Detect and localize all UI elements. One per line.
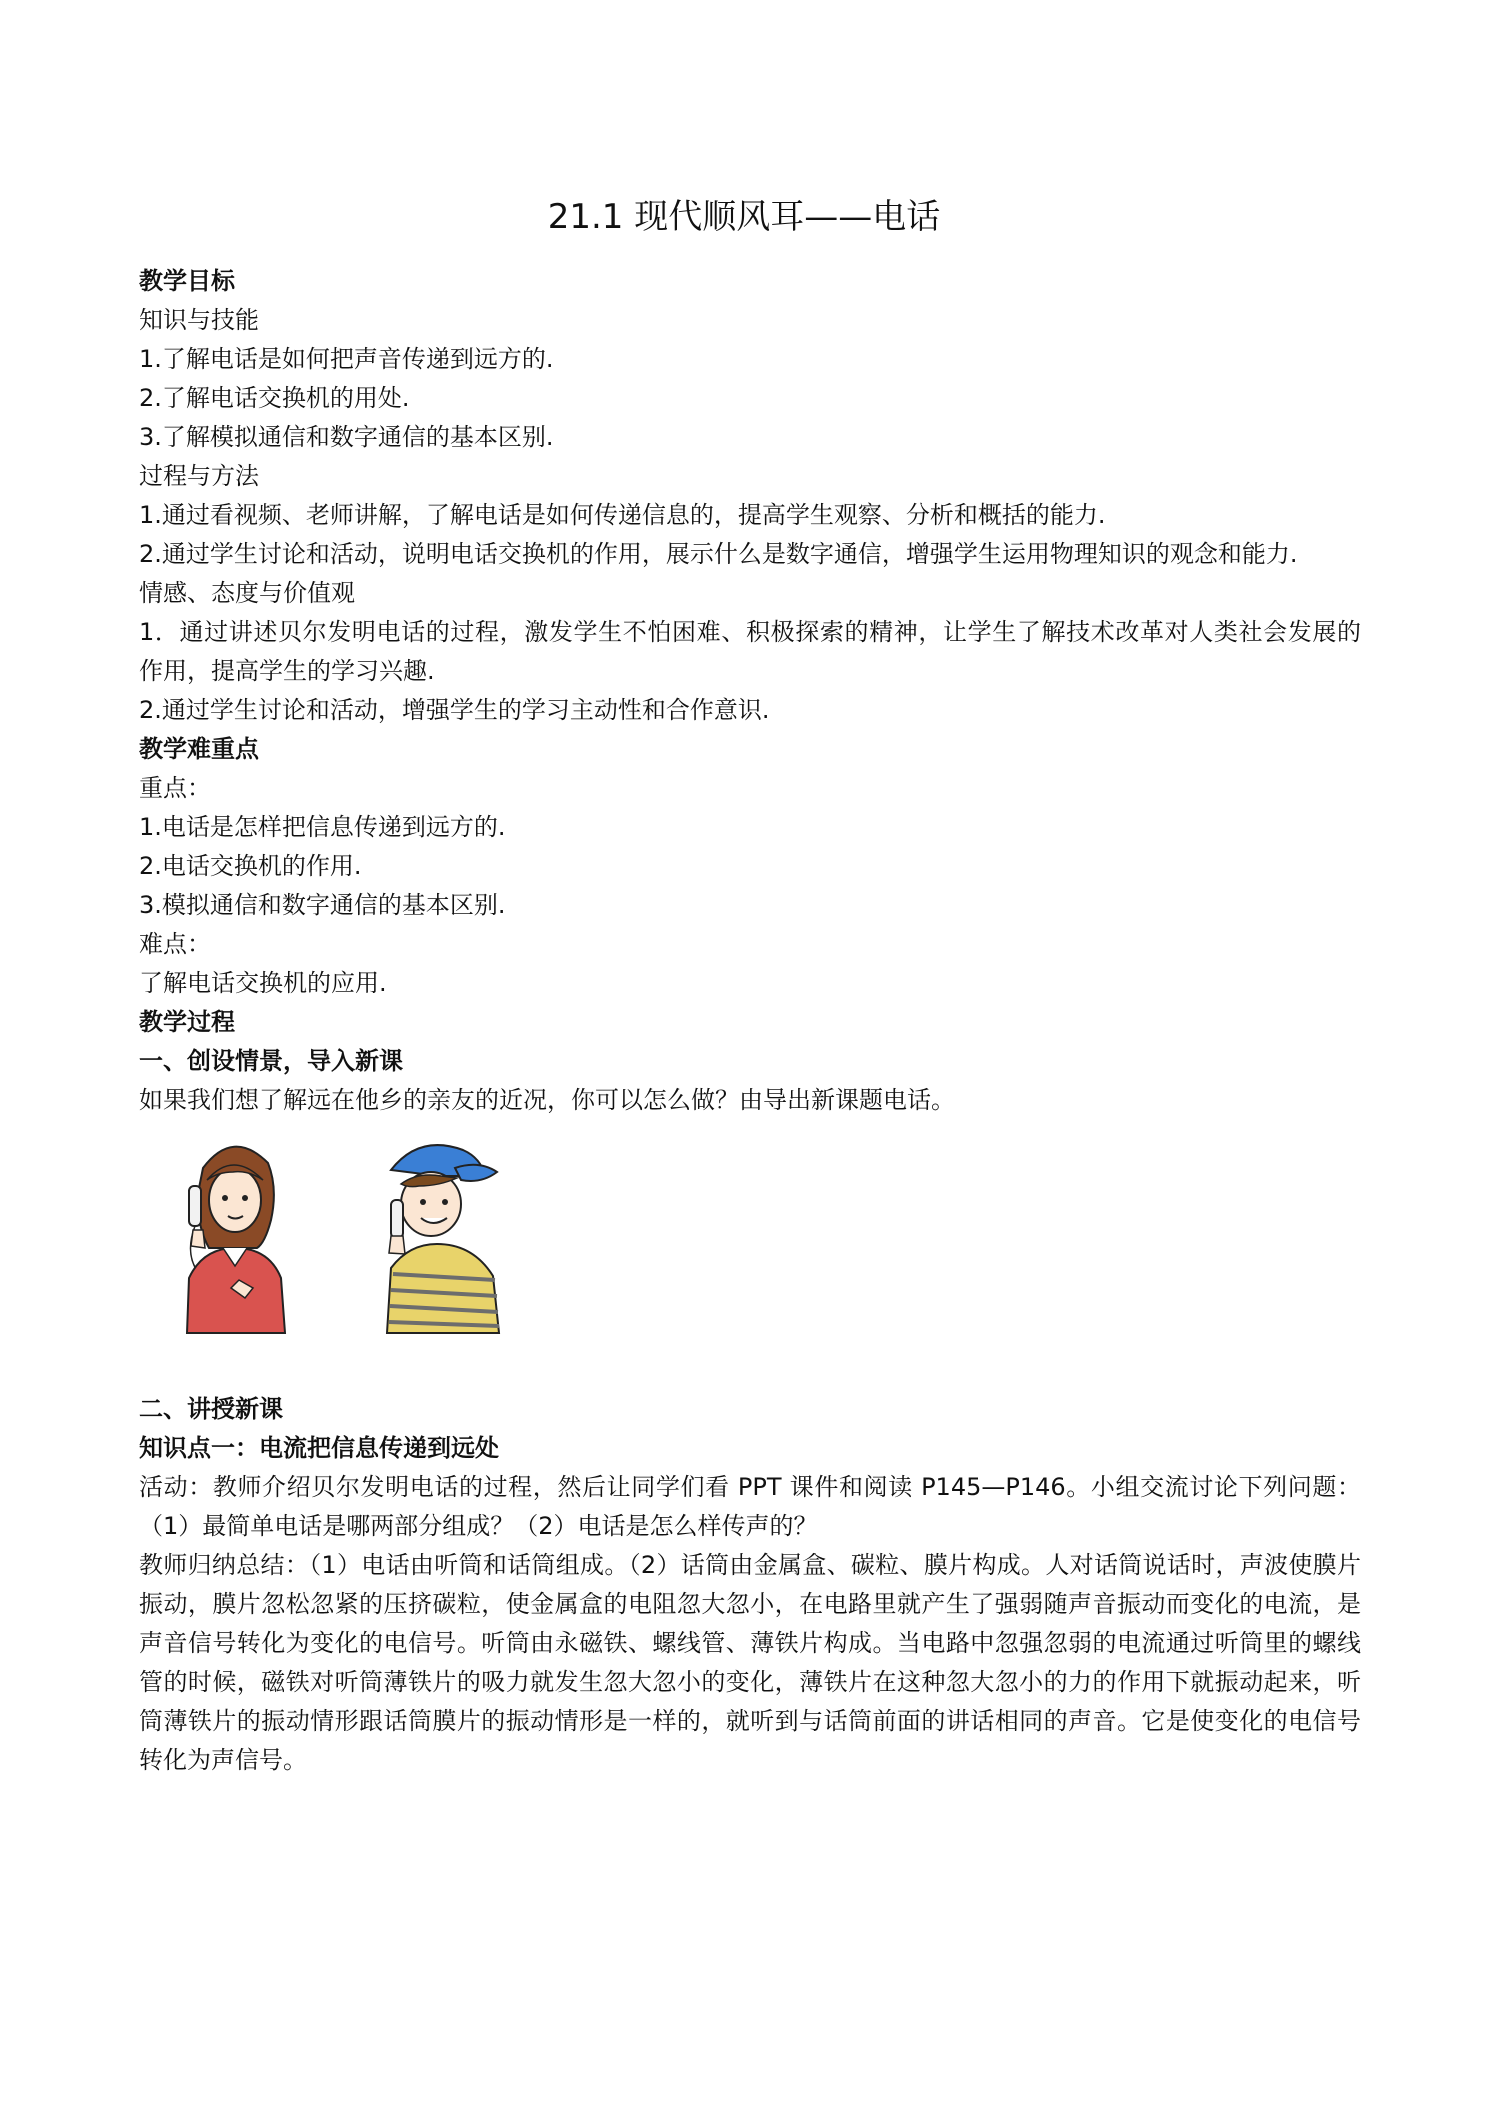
process-heading: 教学过程 [139,1008,235,1036]
illustration-phone-call [139,1128,1361,1390]
activity-text: 活动：教师介绍贝尔发明电话的过程，然后让同学们看 PPT 课件和阅读 P145—P146。小组交流讨论下列问题：（1）最简单电话是哪两部分组成？（2）电话是怎么样传声的？ [139,1473,1361,1540]
emotion-heading: 情感、态度与价值观 [139,579,355,607]
emotion-item: 2.通过学生讨论和活动，增强学生的学习主动性和合作意识. [139,696,770,724]
key-points-heading: 教学难重点 [139,735,259,763]
girl-phone-illustration [173,1128,293,1338]
process-method-item: 2.通过学生讨论和活动，说明电话交换机的作用，展示什么是数字通信，增强学生运用物理知识的观念和能力. [139,540,1298,568]
boy-phone-illustration [369,1128,509,1338]
summary-text: 教师归纳总结：（1）电话由听筒和话筒组成。（2）话筒由金属盒、碳粒、膜片构成。人对话筒说话时，声波使膜片振动，膜片忽松忽紧的压挤碳粒，使金属盒的电阻忽大忽小，在电路里就产生了强弱随声音振动而变化的电流，是声音信号转化为变化的电信号。听筒由永磁铁、螺线管、薄铁片构成。当电路中忽强忽弱的电流通过听筒里的螺线管的时候，磁铁对听筒薄铁片的吸力就发生忽大忽小的变化，薄铁片在这种忽大忽小的力的作用下就振动起来，听筒薄铁片的振动情形跟话筒膜片的振动情形是一样的，就听到与话筒前面的讲话相同的声音。它是使变化的电信号转化为声信号。 [139,1551,1361,1774]
process-method-item: 1.通过看视频、老师讲解，了解电话是如何传递信息的，提高学生观察、分析和概括的能力. [139,501,1106,529]
section1-heading: 一、创设情景，导入新课 [139,1047,403,1075]
knowledge-item: 3.了解模拟通信和数字通信的基本区别. [139,423,554,451]
document-title: 21.1 现代顺风耳——电话 [547,197,941,237]
objectives-heading: 教学目标 [139,267,235,295]
difficulty-label: 难点： [139,930,211,958]
focus-item: 2.电话交换机的作用. [139,852,362,880]
emotion-item: 1．通过讲述贝尔发明电话的过程，激发学生不怕困难、积极探索的精神，让学生了解技术改革对人类社会发展的 作用，提高学生的学习兴趣. [139,618,1361,685]
knowledge-heading: 知识与技能 [139,306,259,334]
section1-text: 如果我们想了解远在他乡的亲友的近况，你可以怎么做？由导出新课题电话。 [139,1086,955,1114]
section2-heading: 二、讲授新课 [139,1395,283,1423]
knowledge-item: 1.了解电话是如何把声音传递到远方的. [139,345,554,373]
focus-label: 重点： [139,774,211,802]
knowledge-item: 2.了解电话交换机的用处. [139,384,410,412]
difficulty-item: 了解电话交换机的应用. [139,969,387,997]
focus-item: 3.模拟通信和数字通信的基本区别. [139,891,506,919]
document-body [139,262,1361,1780]
process-method-heading: 过程与方法 [139,462,259,490]
kp1-heading: 知识点一：电流把信息传递到远处 [139,1434,499,1462]
focus-item: 1.电话是怎样把信息传递到远方的. [139,813,506,841]
